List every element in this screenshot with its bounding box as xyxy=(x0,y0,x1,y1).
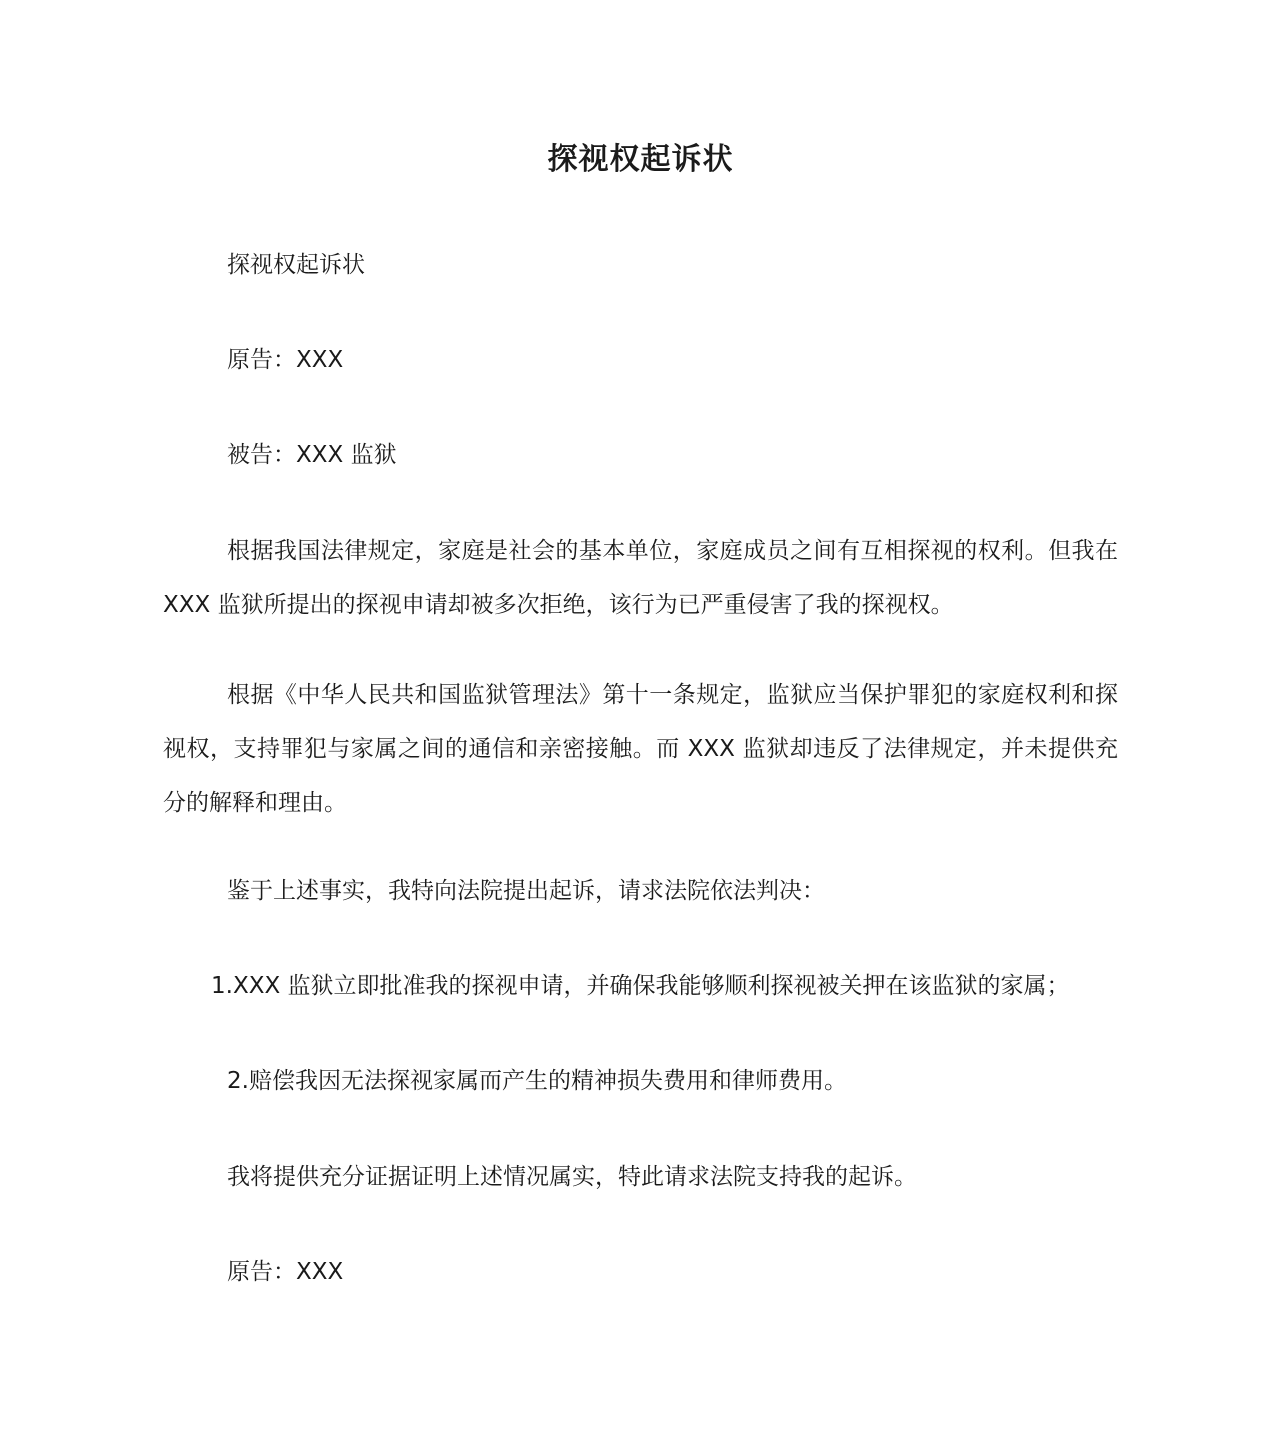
document-title: 探视权起诉状 xyxy=(547,142,734,177)
closing-statement: 我将提供充分证据证明上述情况属实，特此请求法院支持我的起诉。 xyxy=(227,1164,917,1190)
plaintiff-line: 原告：XXX xyxy=(227,347,344,373)
request-intro: 鉴于上述事实，我特向法院提出起诉，请求法院依法判决： xyxy=(227,878,825,904)
defendant-line: 被告：XXX 监狱 xyxy=(227,442,397,468)
document-subtitle: 探视权起诉状 xyxy=(227,252,365,278)
signature-line: 原告：XXX xyxy=(227,1259,344,1285)
body-paragraph-1: 根据我国法律规定，家庭是社会的基本单位，家庭成员之间有互相探视的权利。但我在 XXX 监狱所提出的探视申请却被多次拒绝，该行为已严重侵害了我的探视权。 xyxy=(163,538,1118,618)
request-item-2: 2.赔偿我因无法探视家属而产生的精神损失费用和律师费用。 xyxy=(227,1068,847,1094)
body-paragraph-2: 根据《中华人民共和国监狱管理法》第十一条规定，监狱应当保护罪犯的家庭权利和探视权，支持罪犯与家属之间的通信和亲密接触。而 XXX 监狱却违反了法律规定，并未提供充分的解释和理由。 xyxy=(163,682,1118,816)
request-item-1: 1.XXX 监狱立即批准我的探视申请，并确保我能够顺利探视被关押在该监狱的家属； xyxy=(211,973,1070,999)
